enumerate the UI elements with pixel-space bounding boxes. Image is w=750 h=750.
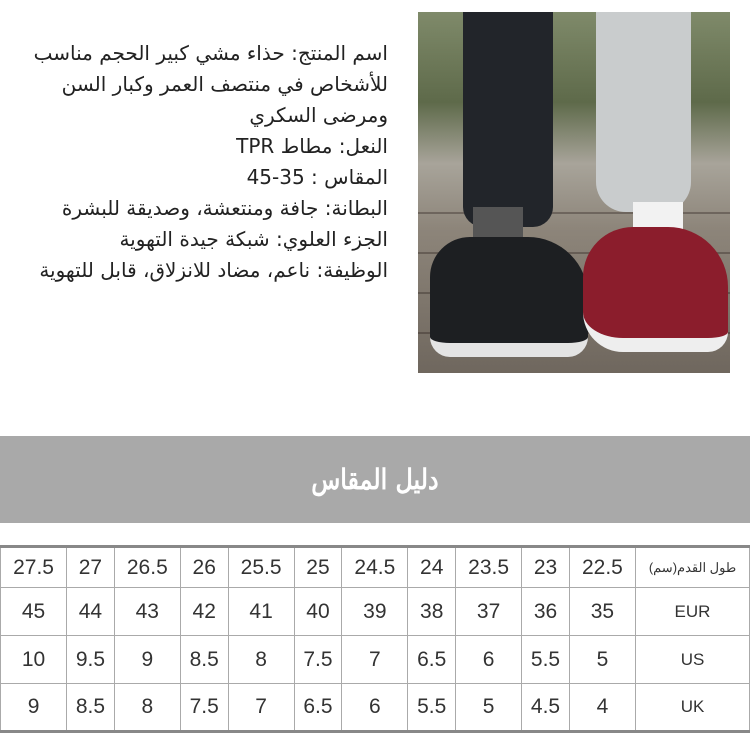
row-label: طول القدم(سم) bbox=[636, 547, 750, 588]
desc-line: المقاس : 35-45 bbox=[246, 165, 388, 189]
desc-line: اسم المنتج: حذاء مشي كبير الحجم مناسب للأشخاص في منتصف العمر وكبار السن ومرضى السكري bbox=[33, 41, 388, 127]
table-cell: 9 bbox=[1, 684, 67, 732]
row-label: US bbox=[636, 636, 750, 684]
table-cell: 7.5 bbox=[180, 684, 228, 732]
table-cell: 24 bbox=[408, 547, 456, 588]
table-row bbox=[1, 547, 750, 588]
table-cell: 36 bbox=[522, 588, 570, 636]
table-cell: 27 bbox=[67, 547, 115, 588]
table-cell: 5.5 bbox=[408, 684, 456, 732]
table-cell: 9.5 bbox=[67, 636, 115, 684]
table-cell: 25.5 bbox=[228, 547, 294, 588]
row-label: UK bbox=[636, 684, 750, 732]
grey-pants bbox=[596, 12, 691, 212]
table-row bbox=[1, 684, 750, 732]
product-description bbox=[10, 38, 388, 286]
table-cell: 8.5 bbox=[67, 684, 115, 732]
table-cell: 44 bbox=[67, 588, 115, 636]
table-cell: 25 bbox=[294, 547, 342, 588]
size-guide-header bbox=[0, 436, 750, 523]
table-cell: 27.5 bbox=[1, 547, 67, 588]
table-cell: 5 bbox=[456, 684, 522, 732]
table-cell: 35 bbox=[569, 588, 635, 636]
table-cell: 26 bbox=[180, 547, 228, 588]
desc-line: النعل: مطاط TPR bbox=[236, 134, 388, 158]
table-cell: 42 bbox=[180, 588, 228, 636]
table-cell: 23 bbox=[522, 547, 570, 588]
table-cell: 6.5 bbox=[294, 684, 342, 732]
table-cell: 8 bbox=[228, 636, 294, 684]
table-cell: 23.5 bbox=[456, 547, 522, 588]
dark-pants bbox=[463, 12, 553, 227]
table-cell: 7 bbox=[342, 636, 408, 684]
table-row bbox=[1, 636, 750, 684]
table-cell: 7.5 bbox=[294, 636, 342, 684]
red-shoe bbox=[583, 227, 728, 352]
table-cell: 8 bbox=[114, 684, 180, 732]
desc-line: الوظيفة: ناعم، مضاد للانزلاق، قابل للتهوية bbox=[39, 258, 388, 282]
table-cell: 26.5 bbox=[114, 547, 180, 588]
table-row bbox=[1, 588, 750, 636]
table-cell: 4.5 bbox=[522, 684, 570, 732]
table-cell: 38 bbox=[408, 588, 456, 636]
table-cell: 40 bbox=[294, 588, 342, 636]
table-cell: 9 bbox=[114, 636, 180, 684]
table-cell: 37 bbox=[456, 588, 522, 636]
table-cell: 6.5 bbox=[408, 636, 456, 684]
table-cell: 4 bbox=[569, 684, 635, 732]
desc-line: الجزء العلوي: شبكة جيدة التهوية bbox=[119, 227, 388, 251]
table-cell: 6 bbox=[342, 684, 408, 732]
product-photo bbox=[418, 12, 730, 373]
size-guide-title: دليل المقاس bbox=[311, 463, 439, 496]
size-chart-table bbox=[0, 545, 750, 733]
black-shoe bbox=[430, 237, 588, 357]
table-cell: 39 bbox=[342, 588, 408, 636]
table-cell: 24.5 bbox=[342, 547, 408, 588]
table-cell: 41 bbox=[228, 588, 294, 636]
table-cell: 22.5 bbox=[569, 547, 635, 588]
table-cell: 5 bbox=[569, 636, 635, 684]
table-cell: 6 bbox=[456, 636, 522, 684]
row-label: EUR bbox=[636, 588, 750, 636]
table-cell: 45 bbox=[1, 588, 67, 636]
table-cell: 5.5 bbox=[522, 636, 570, 684]
table-cell: 8.5 bbox=[180, 636, 228, 684]
table-cell: 43 bbox=[114, 588, 180, 636]
table-cell: 7 bbox=[228, 684, 294, 732]
table-cell: 10 bbox=[1, 636, 67, 684]
desc-line: البطانة: جافة ومنتعشة، وصديقة للبشرة bbox=[61, 196, 388, 220]
